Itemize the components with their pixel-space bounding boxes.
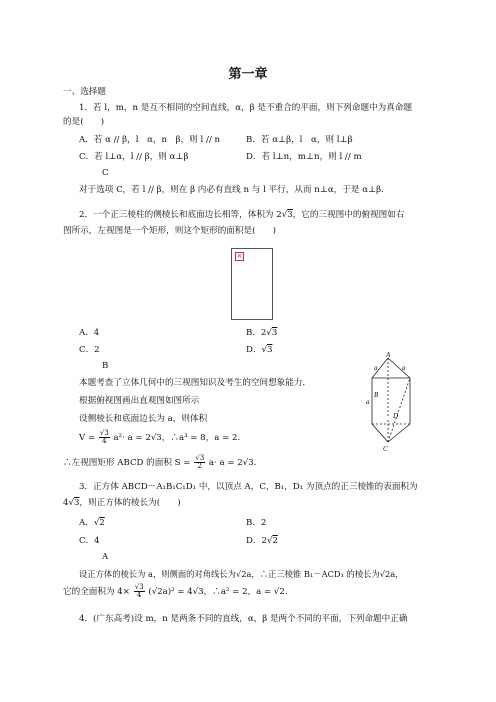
q2-stem-line2: 图所示，左视图是一个矩形，则这个矩形的面积是( ) [63, 226, 276, 236]
q2-prism-figure [360, 352, 426, 454]
section-heading: 一、选择题 [63, 87, 106, 97]
q1-option-c: C．若 l⊥α，l // β，则 α⊥β [79, 152, 189, 162]
q2-formula-volume: V = $\frac{√3}{4}$ a²· a = 2√3，∴a³ = 8，a = 2. [79, 429, 241, 445]
q3-answer: A [102, 552, 109, 562]
q3-option-b: B．2 [246, 518, 267, 528]
q3-option-c: C．4 [79, 536, 100, 546]
q1-answer: C [102, 168, 109, 178]
chapter-title: 第一章 [228, 67, 268, 82]
q2-explanation-1: 本题考查了立体几何中的三视图知识及考生的空间想象能力． [79, 378, 312, 388]
q2-explanation-3: 设侧棱长和底面边长为 a，则体积 [79, 414, 208, 424]
label-b: B [374, 391, 379, 399]
label-edge-a2: a [402, 364, 406, 372]
q1-explanation: 对于选项 C，若 l // β，则在 β 内必有直线 n 与 l 平行，从而 n⊥α，于是 α⊥β. [79, 185, 384, 195]
label-a: A [386, 352, 391, 359]
q2-top-view-image [231, 248, 273, 320]
q2-stem-line1: 2．一个正三棱柱的侧棱长和底面边长相等，体积为 2√3，它的三视图中的俯视图如右 [79, 210, 405, 220]
q1-stem-line1: 1．若 l，m，n 是互不相同的空间直线，α，β 是不重合的平面，则下列命题中为真命题 [79, 103, 413, 113]
label-c: C [383, 445, 388, 453]
q3-option-d: D．2√2 [246, 536, 278, 546]
q2-option-d: D．√3 [246, 345, 273, 355]
label-edge-a1: a [374, 364, 378, 372]
q3-stem-line2: 4√3，则正方体的棱长为( ) [63, 498, 181, 508]
q2-answer: B [102, 361, 109, 371]
q2-option-a: A．4 [79, 328, 100, 338]
q2-option-b: B．2√3 [246, 328, 278, 338]
q4-stem-line1: 4．(广东高考)设 m，n 是两条不同的直线，α，β 是两个不同的平面，下列命题中正确 [79, 614, 408, 624]
q3-option-a: A．√2 [79, 518, 105, 528]
q2-explanation-2: 根据俯视图画出直观图如图所示 [79, 396, 200, 406]
q1-option-a: A．若 α // β，l α，n β，则 l // n [79, 135, 221, 145]
q2-option-c: C．2 [79, 345, 100, 355]
label-d: D [393, 412, 399, 420]
q1-stem-line2: 的是( ) [63, 117, 105, 127]
q2-formula-area: ∴左视图矩形 ABCD 的面积 S = $\frac{√3}{2}$ a· a = 2√3. [63, 454, 257, 470]
q3-stem-line1: 3．正方体 ABCD－A₁B₁C₁D₁ 中，以顶点 A，C，B₁，D₁ 为顶点的正三棱锥的表面积为 [79, 482, 418, 492]
q3-explanation-2: 它的全面积为 4× $\frac{√3}{4}$ (√2a)² = 4√3，∴a² = 2，a = √2. [63, 583, 288, 599]
q1-option-d: D．若 l⊥n，m⊥n，则 l // m [246, 152, 362, 162]
q1-option-b: B．若 α⊥β，l α，则 l⊥β [246, 135, 353, 145]
q3-explanation-1: 设正方体的棱长为 a，则侧面的对角线长为√2a，∴正三棱锥 B₁－ACD₁ 的棱长为√2a， [79, 569, 404, 579]
broken-image-icon: × [236, 252, 243, 260]
label-edge-a3: a [366, 398, 370, 406]
